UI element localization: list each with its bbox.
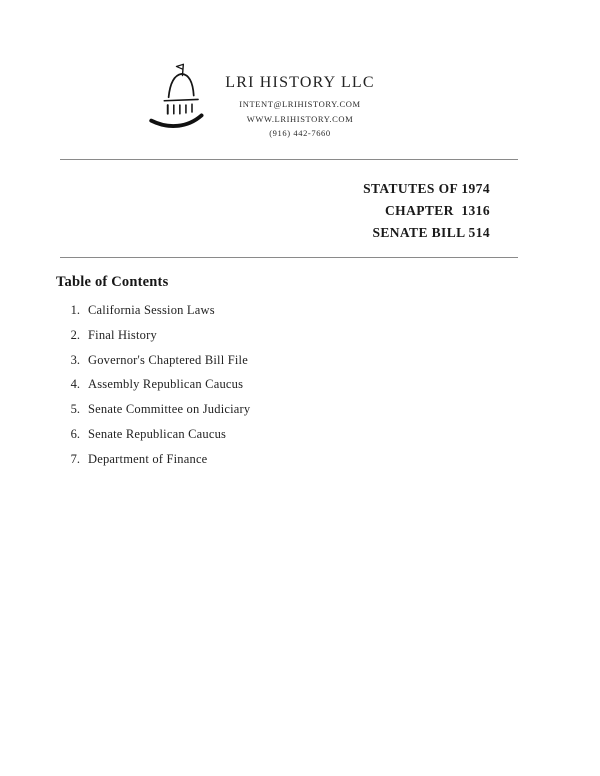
toc-item-label: Senate Republican Caucus (88, 426, 227, 441)
divider-bottom (60, 257, 518, 258)
toc-heading: Table of Contents (56, 274, 169, 290)
toc-item-number: 1. (70, 303, 80, 317)
statute-title-block (363, 178, 518, 244)
senate-bill-line: SENATE BILL 514 (372, 225, 490, 240)
toc-item (60, 354, 250, 367)
toc-item-label: Department of Finance (88, 451, 208, 466)
divider-top (60, 159, 518, 160)
toc-item (60, 304, 250, 317)
company-phone: (916) 442-7660 (269, 128, 331, 138)
toc-item (60, 453, 250, 466)
company-name: LRI HISTORY LLC (225, 74, 375, 91)
toc-item-label: Senate Committee on Judiciary (88, 402, 251, 417)
toc-item-number: 2. (70, 327, 80, 342)
toc-item-number: 3. (70, 352, 80, 367)
toc-item-label: California Session Laws (88, 303, 215, 317)
letterhead (0, 74, 600, 141)
toc-item-label: Assembly Republican Caucus (88, 377, 244, 392)
toc-list (60, 304, 250, 478)
toc-item-number: 7. (70, 451, 80, 466)
toc-item-label: Governor's Chaptered Bill File (88, 352, 248, 367)
toc-item-number: 6. (70, 426, 80, 441)
toc-item-number: 4. (70, 377, 80, 392)
toc-item (60, 403, 250, 416)
toc-item (60, 378, 250, 391)
company-website: WWW.LRIHISTORY.COM (246, 113, 354, 124)
statutes-line: STATUTES OF 1974 (363, 181, 490, 196)
chapter-line: CHAPTER 1316 (385, 203, 490, 218)
toc-item-label: Final History (88, 327, 157, 342)
toc-item (60, 428, 250, 441)
toc-item (60, 329, 250, 342)
toc-item-number: 5. (70, 402, 80, 417)
company-email: INTENT@LRIHISTORY.COM (239, 99, 361, 109)
